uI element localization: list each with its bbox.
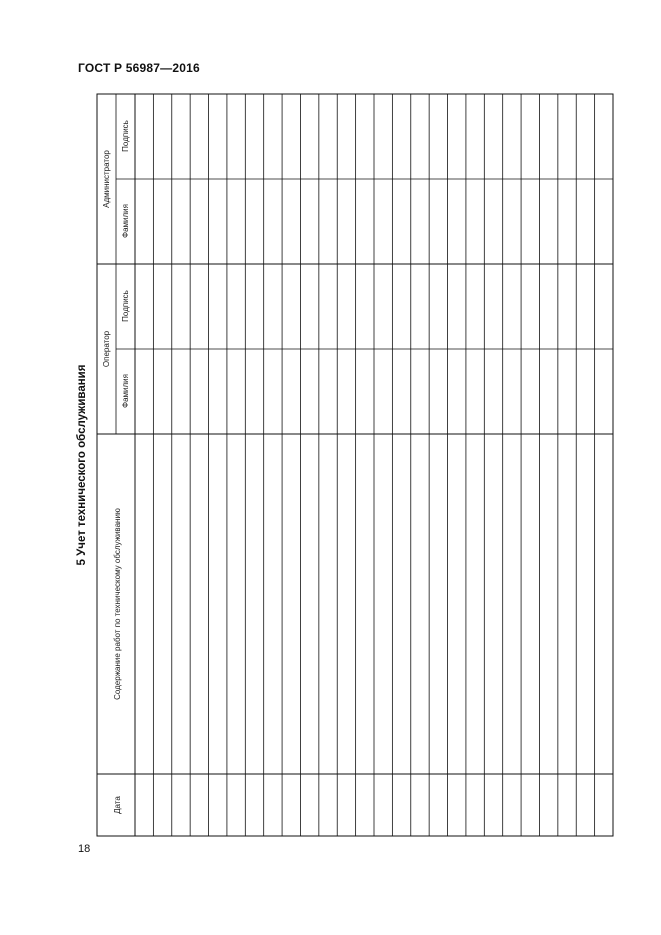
document-code: ГОСТ Р 56987—2016 [78,61,200,75]
header-operator: Оператор [102,330,111,368]
header-signature-operator: Подпись [121,290,130,322]
blank-entry-columns [153,94,594,836]
header-surname-operator: Фамилия [121,374,130,408]
header-surname-admin: Фамилия [121,204,130,238]
header-signature-admin: Подпись [121,120,130,152]
header-administrator: Администратор [102,150,111,208]
page-number: 18 [78,843,91,855]
table-border [97,94,613,836]
section-title: 5 Учет технического обслуживания [76,364,88,566]
header-date: Дата [113,796,122,814]
header-work-content: Содержание работ по техническому обслуживанию [113,508,122,700]
